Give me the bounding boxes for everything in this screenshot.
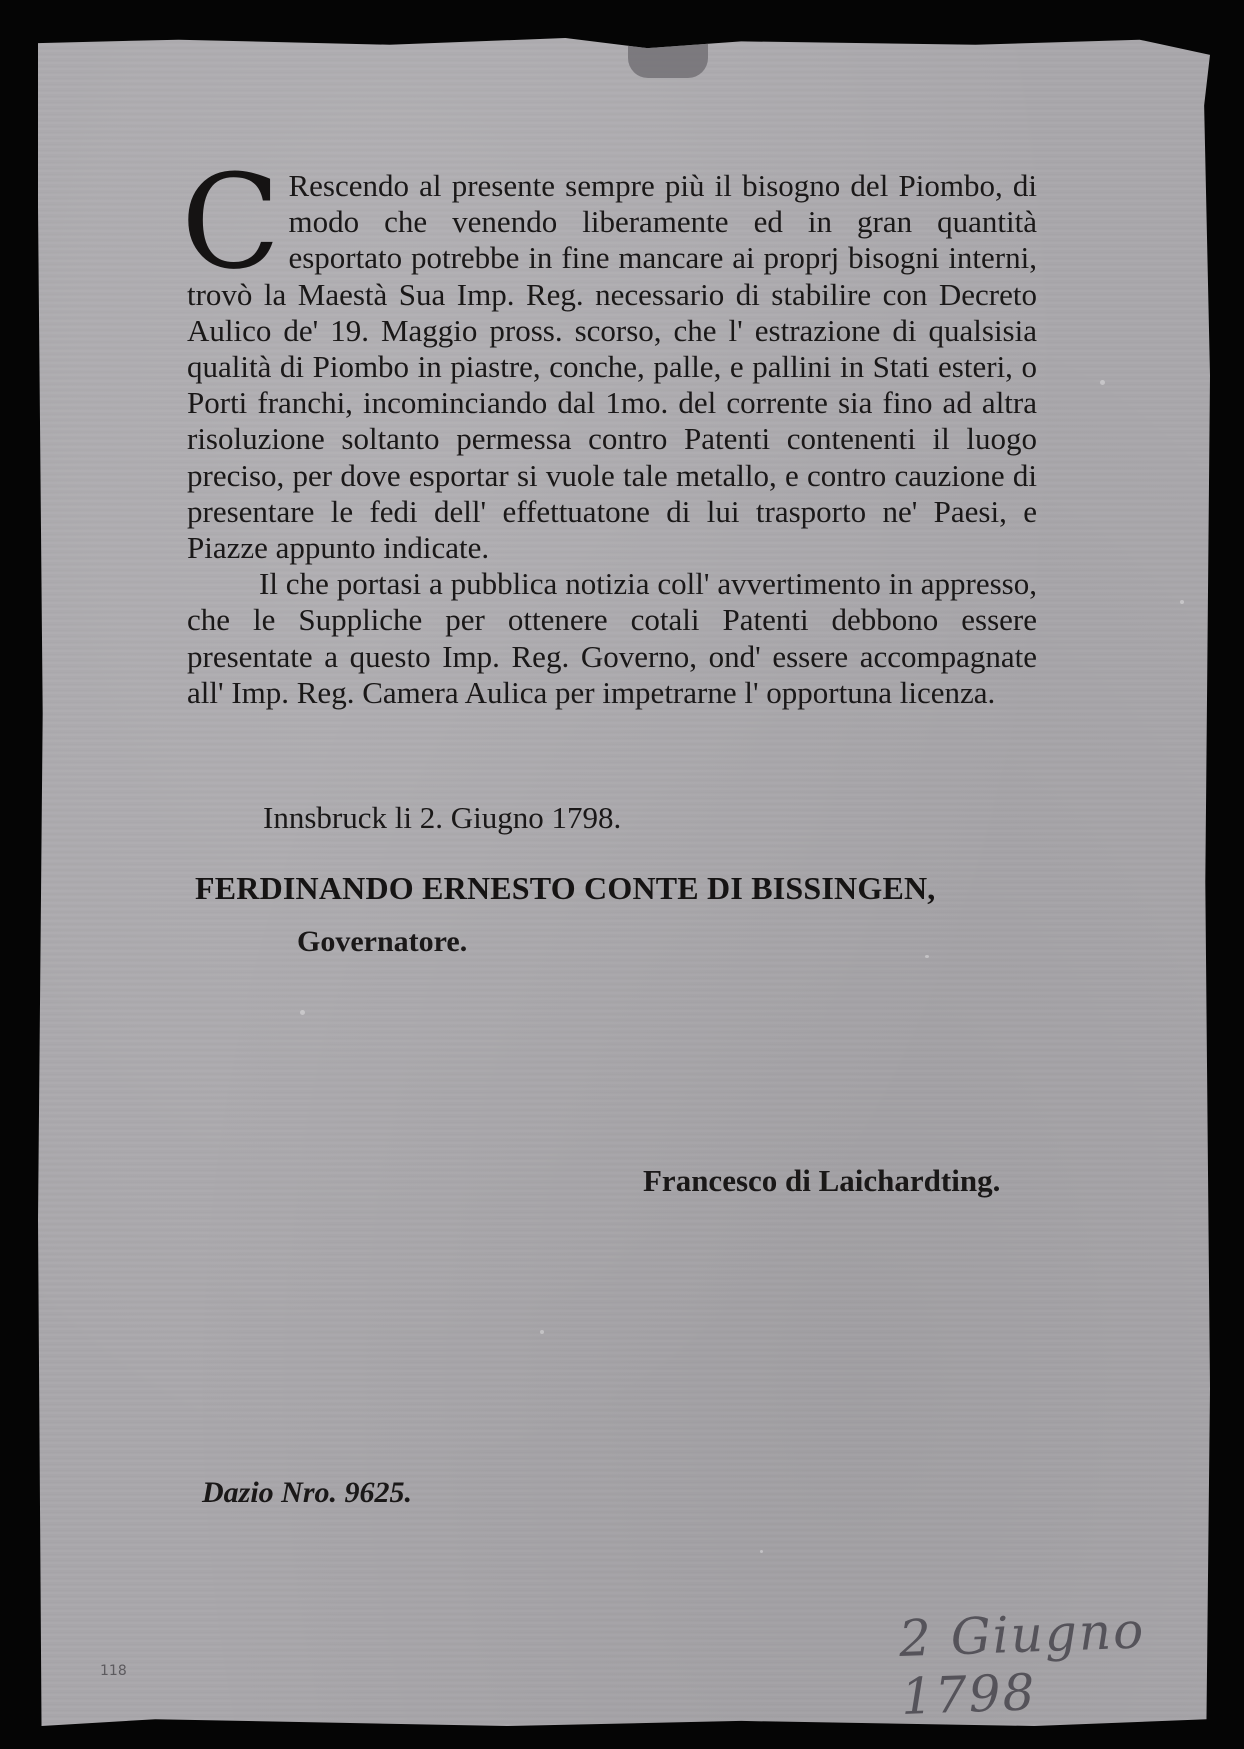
ordinance-body — [181, 146, 1037, 711]
paragraph-first — [181, 146, 1037, 566]
paper-speck — [540, 1330, 544, 1334]
archive-number: 118 — [100, 1663, 127, 1679]
paper-speck — [1100, 380, 1105, 385]
paragraph-first-text: Rescendo al presente sempre più il bisogno del Piombo, di modo che venendo liberamente ed in gran quantità esportato potrebbe in fine mancare ai proprj bisogni interni, trovò la Maestà Sua Imp. Reg. necessario di stabilire con Decreto Aulico de' 19. Maggio pross. scorso, che l' estrazione di qualsisia qualità di Piombo in piastre, conche, palle, e pallini in Stati esteri, o Porti franchi, incominciando dal 1mo. del corrente sia fino ad altra risoluzione soltanto permessa contro Patenti contenenti il luogo preciso, per dove esportar si vuole tale metallo, e contro cauzione di presentare le fedi dell' effettuatone di lui trasporto ne' Paesi, e Piazze appunto indicate. — [187, 168, 1037, 566]
paper-speck — [300, 1010, 305, 1015]
handwritten-date: 2 Giugno 1798 — [898, 1601, 1147, 1726]
governor-title: Governatore. — [297, 925, 468, 958]
drop-cap: C — [181, 146, 281, 298]
paper-speck — [760, 1550, 763, 1553]
governor-name: FERDINANDO ERNESTO CONTE DI BISSINGEN, — [195, 870, 936, 906]
paragraph-second: Il che portasi a pubblica notizia coll' avvertimento in appresso, che le Suppliche per ottenere cotali Patenti debbono essere presentate a questo Imp. Reg. Governo, ond' essere accompagnate all' Imp. Reg. Camera Aulica per impetrarne l' opportuna licenza. — [187, 566, 1037, 710]
date-line: Innsbruck li 2. Giugno 1798. — [263, 800, 622, 835]
paper-speck — [925, 955, 929, 958]
paper-tab-mark — [628, 38, 708, 78]
paper-speck — [1180, 600, 1184, 604]
secretary-signature: Francesco di Laichardting. — [643, 1163, 1001, 1198]
dazio-number: Dazio Nro. 9625. — [202, 1476, 413, 1509]
